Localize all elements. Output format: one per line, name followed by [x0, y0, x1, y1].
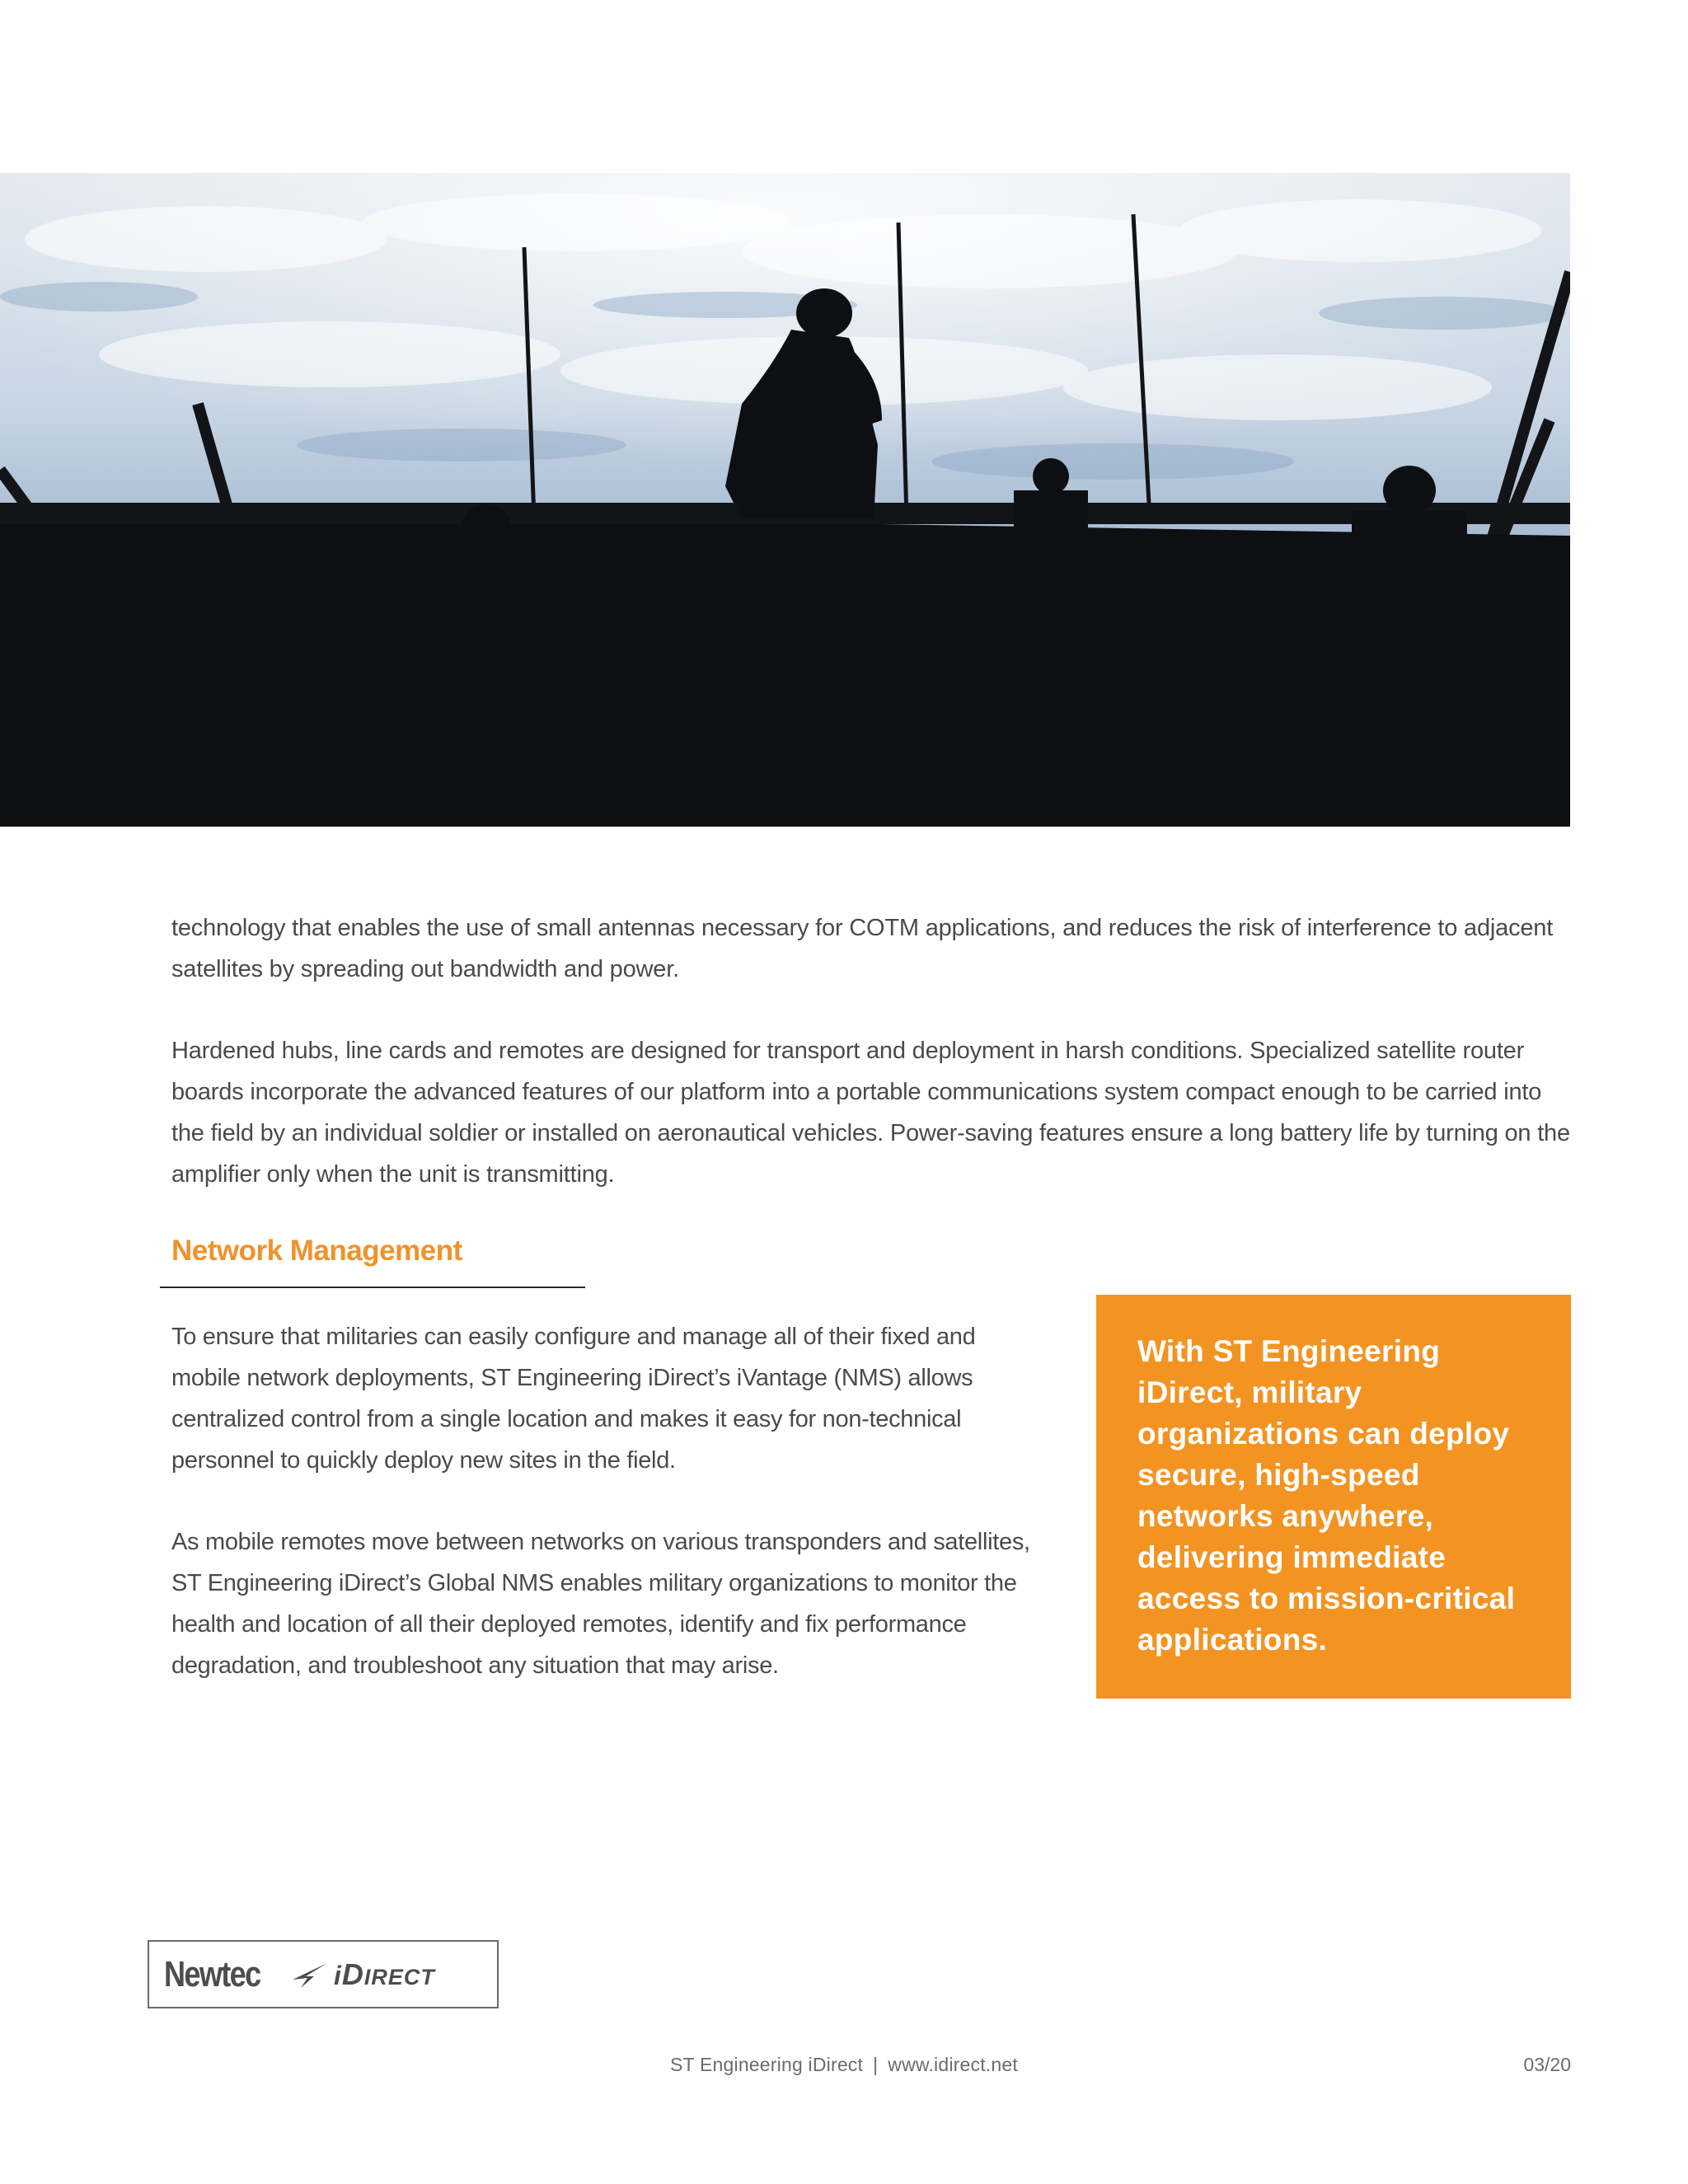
newtec-idirect-logo	[148, 1940, 499, 2008]
heading-underline-rule	[160, 1286, 585, 1288]
footer-company-info	[0, 2054, 1688, 2076]
footer-page-number: 03/20	[1523, 2054, 1571, 2075]
footer-separator: |	[873, 2054, 879, 2075]
hero-photo	[0, 173, 1570, 827]
logo-newtec-wordmark: Newtec	[164, 1953, 260, 1994]
footer-company-name: ST Engineering iDirect	[670, 2054, 864, 2075]
body-paragraph-hardened-hardware: Hardened hubs, line cards and remotes are designed for transport and deployment in harsh conditions. Specialized satellite router boards incorporate the advanced features of our platform into a portable communications system compact enough to be carried into the field by an individual soldier or installed on aeronautical vehicles. Power-saving features ensure a long battery life by turning on the amplifier only when the unit is transmitting.	[171, 1038, 1570, 1188]
pull-quote-text: With ST Engineering iDirect, military organizations can deploy secure, high-speed networks anywhere, delivering immediate access to mission-critical applications.	[1137, 1334, 1516, 1657]
pull-quote-callout	[1096, 1295, 1571, 1699]
network-management-paragraph-global-nms: As mobile remotes move between networks on various transponders and satellites, ST Engineering iDirect’s Global NMS enables military organizations to monitor the health and location of all their deployed remotes, identify and fix performance degradation, and troubleshoot any situation that may arise.	[171, 1529, 1030, 1679]
section-heading-network-management: Network Management	[171, 1235, 462, 1267]
footer-website-link[interactable]: www.idirect.net	[888, 2054, 1018, 2075]
network-management-paragraph-ivantage: To ensure that militaries can easily configure and manage all of their fixed and mobile network deployments, ST Engineering iDirect’s iVantage (NMS) allows centralized control from a single location and makes it easy for non-technical personnel to quickly deploy new sites in the field.	[171, 1324, 976, 1474]
idirect-swoosh-icon	[289, 1958, 329, 1991]
body-paragraph-cotm: technology that enables the use of small antennas necessary for COTM applications, and reduces the risk of interference to adjacent satellites by spreading out bandwidth and power.	[171, 915, 1554, 982]
logo-idirect-wordmark: iDIRECT	[334, 1957, 435, 1991]
